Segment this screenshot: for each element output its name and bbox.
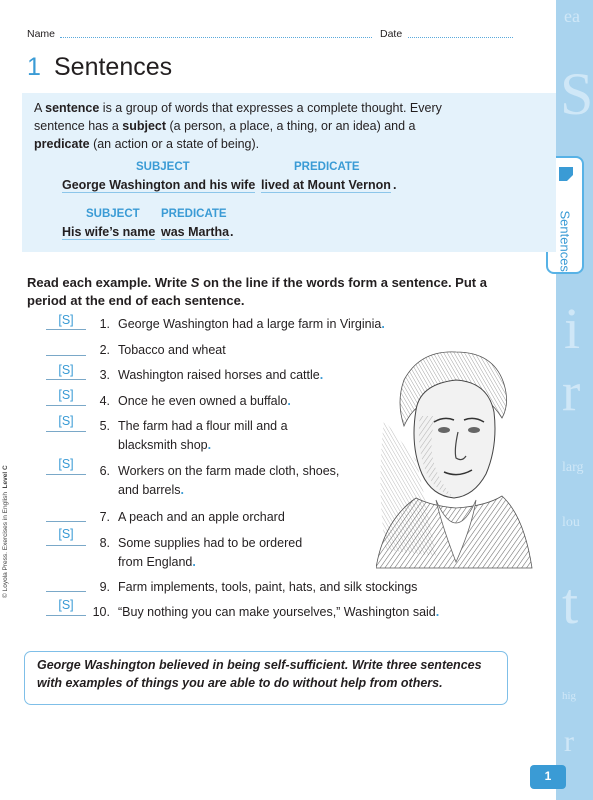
- item-number: 10.: [92, 605, 110, 619]
- item-number: 8.: [99, 536, 110, 550]
- answer-3[interactable]: [S]: [58, 363, 74, 377]
- example-end: .: [230, 225, 234, 239]
- side-letter: r: [562, 361, 581, 422]
- answer-1[interactable]: [S]: [58, 313, 74, 327]
- answer-line[interactable]: [46, 431, 86, 432]
- copyright-credit: © Loyola Press. Exercises in English Level C: [2, 465, 9, 598]
- intro-paragraph: A sentence is a group of words that expresses a complete thought. Every sentence has a subject (a person, a place, a thing, or an idea) and a predicate (an action or a state of being).: [34, 101, 442, 151]
- subject-label: SUBJECT: [136, 161, 190, 173]
- lesson-number: 1: [27, 53, 41, 81]
- predicate-label: PREDICATE: [161, 208, 227, 220]
- date-line[interactable]: [408, 37, 513, 38]
- answer-line[interactable]: [46, 545, 86, 546]
- item-number: 7.: [99, 510, 110, 524]
- document-icon: [558, 166, 574, 182]
- date-label: Date: [380, 28, 403, 40]
- side-letter: S: [560, 61, 593, 127]
- term-sentence: sentence: [45, 101, 100, 115]
- side-letter: t: [562, 571, 579, 636]
- side-letter: lou: [562, 515, 580, 530]
- item-text: A peach and an apple orchard: [118, 510, 285, 524]
- term-predicate: predicate: [34, 137, 90, 151]
- side-letter: i: [564, 296, 581, 361]
- item-number: 9.: [99, 580, 110, 594]
- item-number: 5.: [99, 419, 110, 433]
- example-predicate: was Martha: [161, 225, 230, 239]
- example-predicate: lived at Mount Vernon: [261, 178, 391, 192]
- section-tab-label: Sentences: [557, 210, 573, 272]
- instructions: Read each example. Write S on the line if the words form a sentence. Put a period at the end of each sentence.: [27, 275, 487, 308]
- example-subject: His wife’s name: [62, 225, 156, 239]
- item-text: Tobacco and wheat: [118, 343, 226, 357]
- item-text: Farm implements, tools, paint, hats, and silk stockings: [118, 580, 418, 594]
- item-text: The farm had a flour mill and a blacksmith shop.: [118, 419, 288, 452]
- item-text: Some supplies had to be ordered from England.: [118, 536, 303, 569]
- writing-prompt: George Washington believed in being self-sufficient. Write three sentences with examples of things you are able to do without help from others.: [37, 658, 482, 690]
- answer-line[interactable]: [46, 329, 86, 330]
- term-subject: subject: [122, 119, 167, 133]
- item-text: Workers on the farm made cloth, shoes, and barrels.: [118, 464, 340, 497]
- item-text: Once he even owned a buffalo.: [118, 394, 291, 408]
- item-number: 6.: [99, 464, 110, 478]
- answer-6[interactable]: [S]: [58, 457, 74, 471]
- item-text: “Buy nothing you can make yourselves,” Washington said.: [118, 605, 440, 619]
- answer-line[interactable]: [46, 521, 86, 522]
- side-letter: hig: [562, 690, 577, 702]
- answer-4[interactable]: [S]: [58, 388, 74, 402]
- subject-label: SUBJECT: [86, 208, 140, 220]
- side-letter: larg: [562, 460, 584, 475]
- answer-line[interactable]: [46, 474, 86, 475]
- answer-5[interactable]: [S]: [58, 414, 74, 428]
- item-number: 4.: [99, 394, 110, 408]
- item-number: 3.: [99, 368, 110, 382]
- example-subject: George Washington and his wife: [62, 178, 256, 192]
- george-washington-portrait: [376, 350, 534, 570]
- side-letter: ea: [564, 6, 580, 26]
- answer-line[interactable]: [46, 591, 86, 592]
- answer-line[interactable]: [46, 379, 86, 380]
- item-text: Washington raised horses and cattle.: [118, 368, 324, 382]
- answer-line[interactable]: [46, 355, 86, 356]
- predicate-label: PREDICATE: [294, 161, 360, 173]
- side-letter: r: [564, 725, 574, 758]
- example-end: .: [393, 178, 397, 192]
- page-number: 1: [544, 769, 552, 783]
- name-line[interactable]: [60, 37, 372, 38]
- answer-10[interactable]: [S]: [58, 598, 74, 612]
- item-text: George Washington had a large farm in Virginia.: [118, 317, 385, 331]
- answer-line[interactable]: [46, 405, 86, 406]
- item-number: 1.: [99, 317, 110, 331]
- item-number: 2.: [99, 343, 110, 357]
- side-strip: [556, 0, 593, 800]
- name-label: Name: [27, 28, 56, 40]
- answer-8[interactable]: [S]: [58, 527, 74, 541]
- answer-line[interactable]: [46, 615, 86, 616]
- page-title: Sentences: [54, 53, 173, 81]
